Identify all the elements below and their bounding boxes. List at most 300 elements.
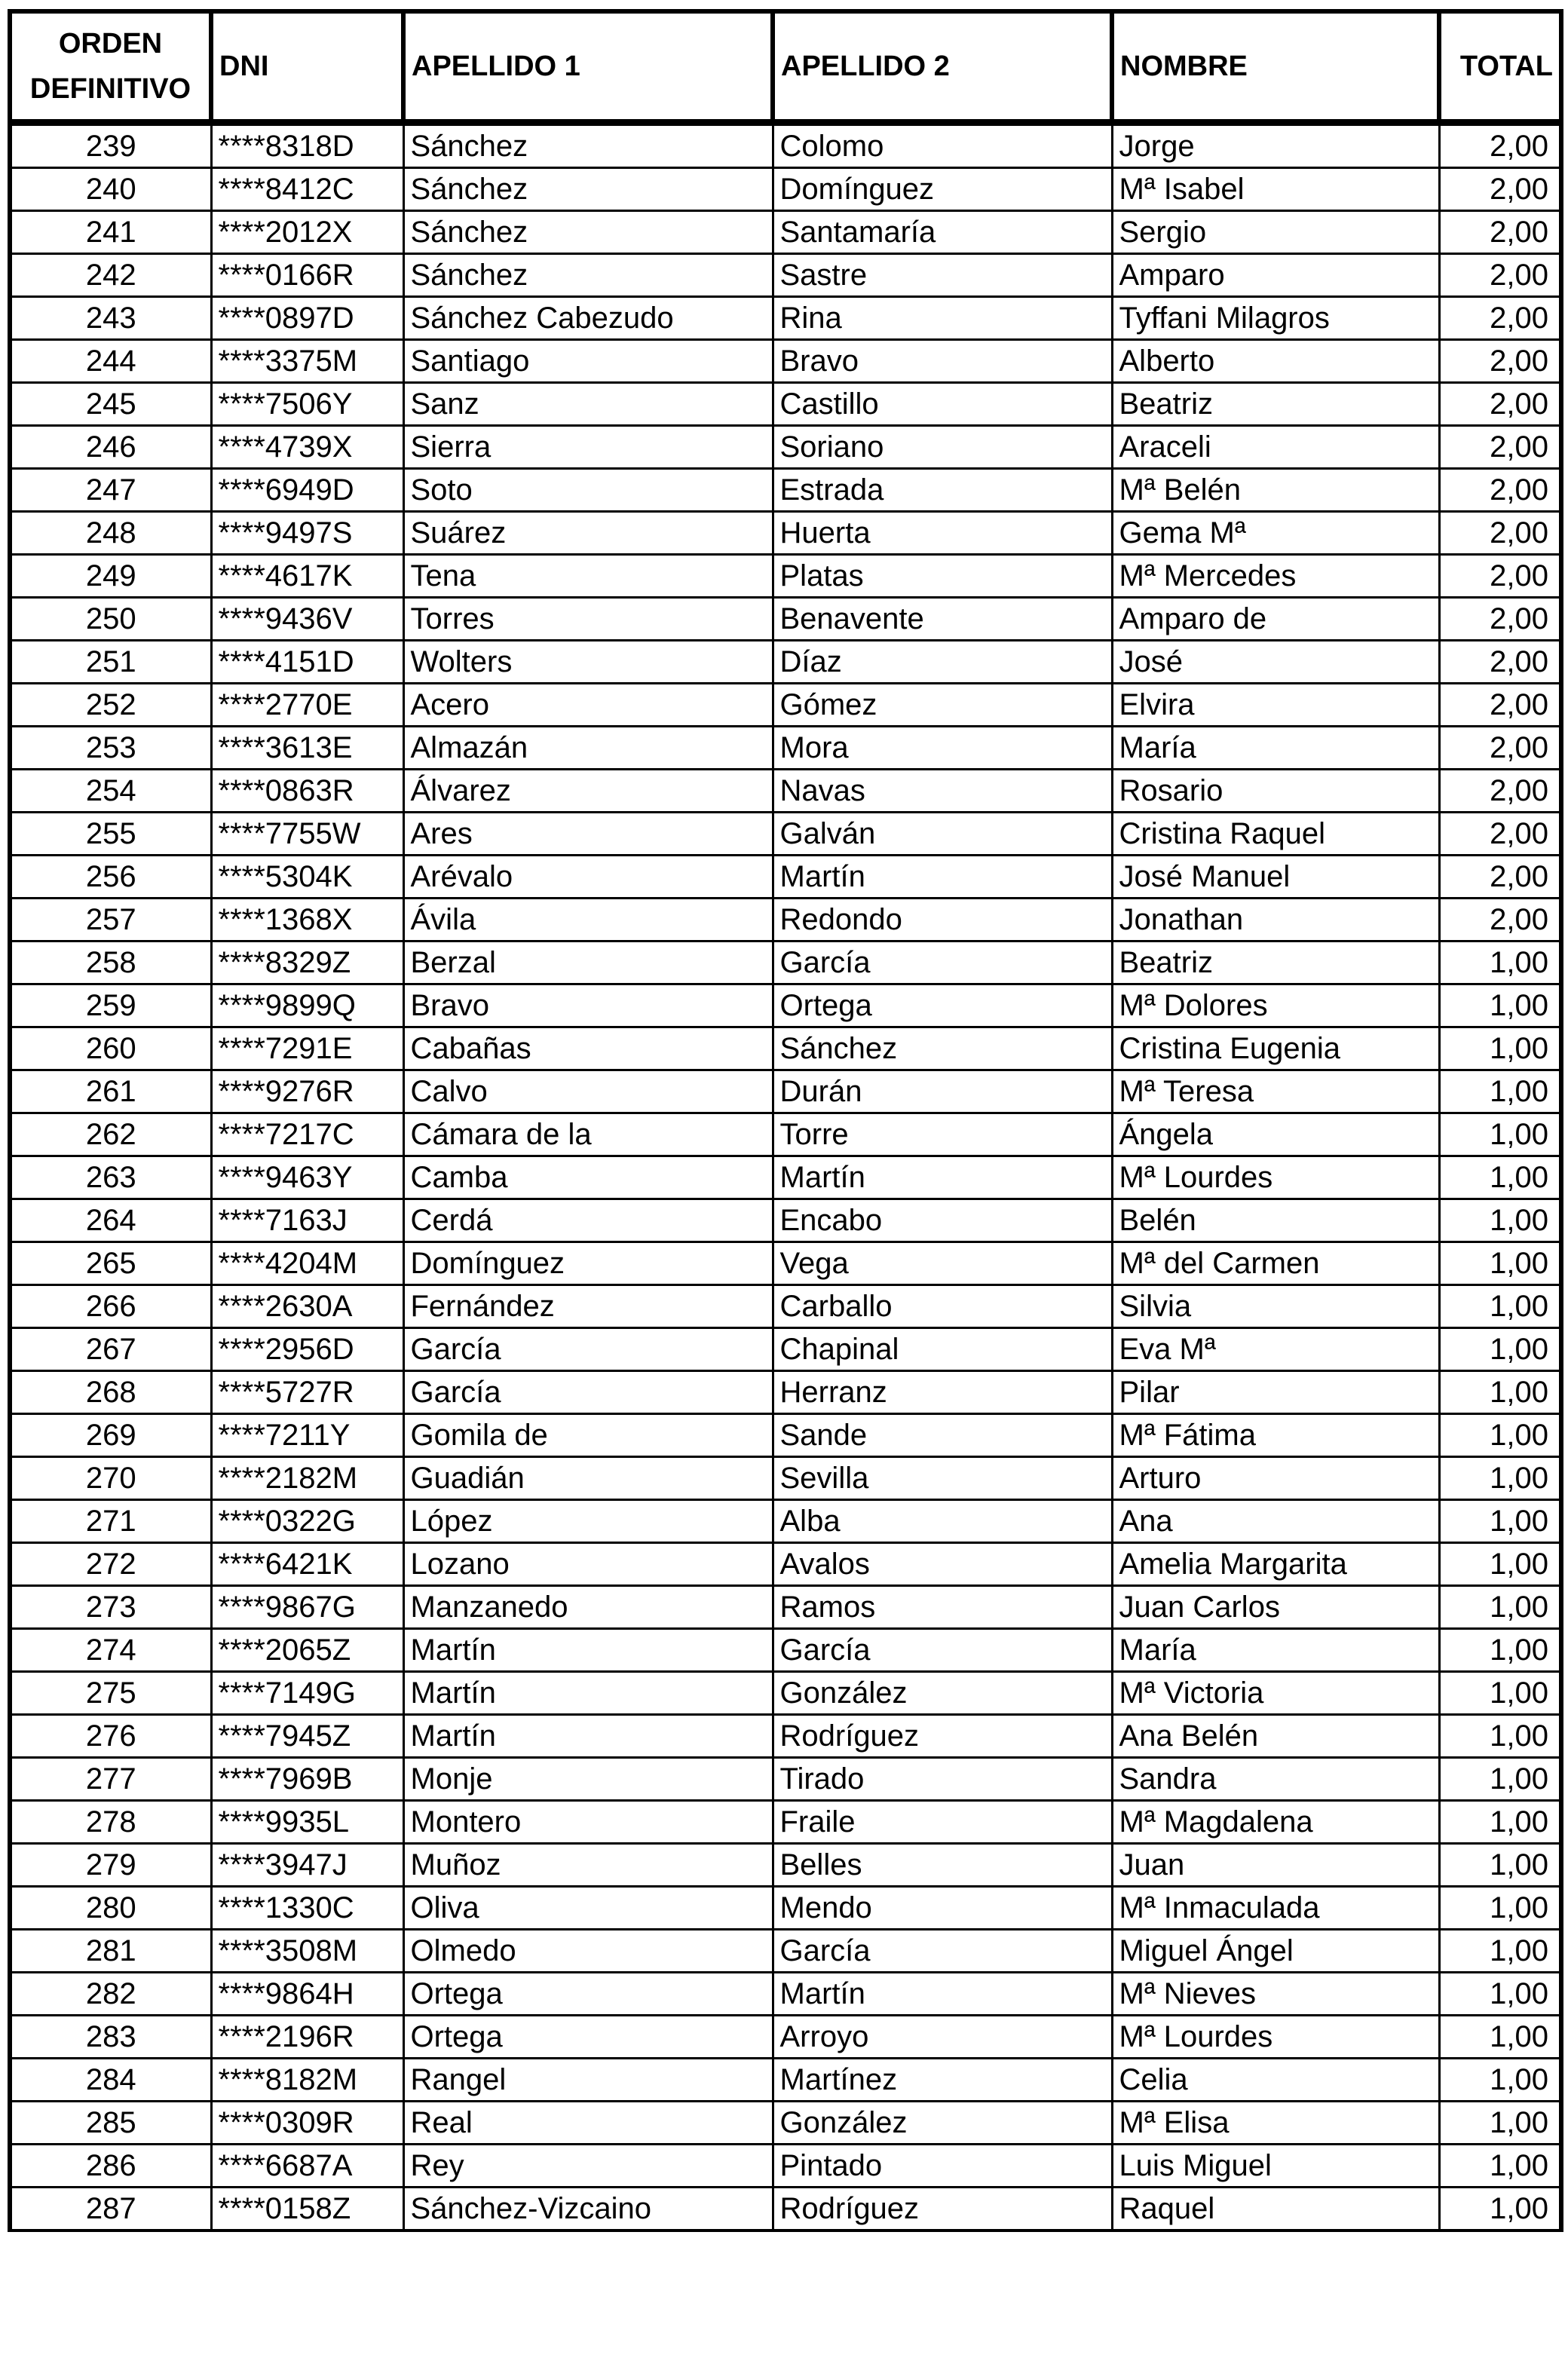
table-row: [10, 1070, 1561, 1113]
cell-total: 2,00: [1439, 211, 1561, 254]
cell-dni: ****9867G: [211, 1586, 403, 1629]
cell-total: 1,00: [1439, 1887, 1561, 1930]
cell-dni: ****2065Z: [211, 1629, 403, 1672]
cell-nombre: María: [1112, 1629, 1439, 1672]
table-row: [10, 1199, 1561, 1242]
cell-apellido-1: Sánchez: [403, 123, 773, 168]
table-row: [10, 1844, 1561, 1887]
cell-apellido-2: García: [773, 1930, 1112, 1973]
cell-orden: 286: [10, 2145, 211, 2188]
cell-total: 1,00: [1439, 2145, 1561, 2188]
cell-apellido-1: Cámara de la: [403, 1113, 773, 1156]
table-row: [10, 168, 1561, 211]
table-row: [10, 211, 1561, 254]
cell-dni: ****4617K: [211, 555, 403, 598]
table-row: [10, 1500, 1561, 1543]
table-row: [10, 1758, 1561, 1801]
cell-orden: 253: [10, 727, 211, 770]
cell-apellido-1: García: [403, 1371, 773, 1414]
header-total: TOTAL: [1439, 11, 1561, 123]
cell-total: 2,00: [1439, 297, 1561, 340]
cell-nombre: Mª Fátima: [1112, 1414, 1439, 1457]
cell-dni: ****7755W: [211, 813, 403, 856]
cell-total: 1,00: [1439, 1242, 1561, 1285]
cell-total: 1,00: [1439, 1844, 1561, 1887]
cell-apellido-1: Real: [403, 2102, 773, 2145]
cell-nombre: Tyffani Milagros: [1112, 297, 1439, 340]
cell-nombre: Juan: [1112, 1844, 1439, 1887]
cell-apellido-2: García: [773, 1629, 1112, 1672]
cell-orden: 280: [10, 1887, 211, 1930]
cell-orden: 267: [10, 1328, 211, 1371]
cell-apellido-1: Sánchez-Vizcaino: [403, 2188, 773, 2231]
cell-total: 1,00: [1439, 1758, 1561, 1801]
table-row: [10, 1973, 1561, 2016]
table-row: [10, 1328, 1561, 1371]
cell-apellido-1: Suárez: [403, 512, 773, 555]
cell-total: 2,00: [1439, 813, 1561, 856]
cell-dni: ****8329Z: [211, 941, 403, 984]
cell-total: 1,00: [1439, 1500, 1561, 1543]
cell-orden: 258: [10, 941, 211, 984]
table-row: [10, 727, 1561, 770]
cell-nombre: Mª Lourdes: [1112, 1156, 1439, 1199]
table-row: [10, 297, 1561, 340]
cell-orden: 282: [10, 1973, 211, 2016]
table-row: [10, 2188, 1561, 2231]
cell-apellido-2: Domínguez: [773, 168, 1112, 211]
cell-dni: ****1330C: [211, 1887, 403, 1930]
cell-orden: 254: [10, 770, 211, 813]
cell-nombre: José Manuel: [1112, 856, 1439, 899]
cell-dni: ****7291E: [211, 1027, 403, 1070]
table-row: [10, 984, 1561, 1027]
cell-apellido-1: Ávila: [403, 899, 773, 941]
header-orden-line1: ORDEN: [58, 28, 163, 60]
cell-total: 1,00: [1439, 1586, 1561, 1629]
cell-apellido-2: Sánchez: [773, 1027, 1112, 1070]
cell-orden: 283: [10, 2016, 211, 2059]
cell-orden: 241: [10, 211, 211, 254]
cell-nombre: Juan Carlos: [1112, 1586, 1439, 1629]
cell-orden: 278: [10, 1801, 211, 1844]
cell-apellido-2: Alba: [773, 1500, 1112, 1543]
table-row: [10, 856, 1561, 899]
cell-apellido-2: Rodríguez: [773, 1715, 1112, 1758]
cell-orden: 275: [10, 1672, 211, 1715]
cell-apellido-2: Mora: [773, 727, 1112, 770]
table-row: [10, 383, 1561, 426]
cell-total: 2,00: [1439, 426, 1561, 469]
cell-nombre: Luis Miguel: [1112, 2145, 1439, 2188]
cell-total: 1,00: [1439, 2102, 1561, 2145]
table-row: [10, 1586, 1561, 1629]
cell-nombre: Amparo: [1112, 254, 1439, 297]
cell-nombre: Celia: [1112, 2059, 1439, 2102]
cell-nombre: Raquel: [1112, 2188, 1439, 2231]
cell-total: 1,00: [1439, 1113, 1561, 1156]
cell-dni: ****3613E: [211, 727, 403, 770]
cell-dni: ****4151D: [211, 641, 403, 684]
cell-total: 1,00: [1439, 2188, 1561, 2231]
cell-dni: ****9276R: [211, 1070, 403, 1113]
cell-dni: ****9864H: [211, 1973, 403, 2016]
cell-apellido-2: Mendo: [773, 1887, 1112, 1930]
cell-dni: ****9899Q: [211, 984, 403, 1027]
cell-apellido-2: Martín: [773, 1156, 1112, 1199]
cell-nombre: Jonathan: [1112, 899, 1439, 941]
cell-apellido-2: Bravo: [773, 340, 1112, 383]
cell-apellido-1: Martín: [403, 1629, 773, 1672]
cell-dni: ****2182M: [211, 1457, 403, 1500]
cell-dni: ****0897D: [211, 297, 403, 340]
cell-apellido-2: Encabo: [773, 1199, 1112, 1242]
cell-apellido-1: Calvo: [403, 1070, 773, 1113]
cell-total: 2,00: [1439, 856, 1561, 899]
cell-orden: 266: [10, 1285, 211, 1328]
cell-total: 1,00: [1439, 2059, 1561, 2102]
cell-orden: 248: [10, 512, 211, 555]
cell-dni: ****1368X: [211, 899, 403, 941]
cell-dni: ****6687A: [211, 2145, 403, 2188]
cell-apellido-2: Colomo: [773, 123, 1112, 168]
table-row: [10, 1629, 1561, 1672]
cell-dni: ****9436V: [211, 598, 403, 641]
cell-apellido-2: Estrada: [773, 469, 1112, 512]
cell-dni: ****6949D: [211, 469, 403, 512]
cell-apellido-2: Gómez: [773, 684, 1112, 727]
cell-total: 2,00: [1439, 168, 1561, 211]
cell-nombre: Belén: [1112, 1199, 1439, 1242]
cell-dni: ****5727R: [211, 1371, 403, 1414]
cell-apellido-2: Sevilla: [773, 1457, 1112, 1500]
cell-total: 1,00: [1439, 2016, 1561, 2059]
cell-orden: 243: [10, 297, 211, 340]
cell-dni: ****2956D: [211, 1328, 403, 1371]
cell-nombre: Ana: [1112, 1500, 1439, 1543]
cell-apellido-2: Galván: [773, 813, 1112, 856]
cell-apellido-2: Martín: [773, 856, 1112, 899]
header-row: [10, 11, 1561, 123]
cell-orden: 244: [10, 340, 211, 383]
cell-dni: ****2770E: [211, 684, 403, 727]
cell-nombre: Mª Belén: [1112, 469, 1439, 512]
cell-apellido-1: Monje: [403, 1758, 773, 1801]
cell-orden: 281: [10, 1930, 211, 1973]
cell-nombre: Beatriz: [1112, 383, 1439, 426]
cell-orden: 245: [10, 383, 211, 426]
table-row: [10, 254, 1561, 297]
cell-apellido-2: Soriano: [773, 426, 1112, 469]
cell-dni: ****3947J: [211, 1844, 403, 1887]
cell-apellido-1: Álvarez: [403, 770, 773, 813]
cell-apellido-2: Rodríguez: [773, 2188, 1112, 2231]
cell-apellido-1: Gomila de: [403, 1414, 773, 1457]
cell-apellido-1: Lozano: [403, 1543, 773, 1586]
table-row: [10, 2145, 1561, 2188]
cell-orden: 270: [10, 1457, 211, 1500]
cell-apellido-2: Ortega: [773, 984, 1112, 1027]
cell-dni: ****9497S: [211, 512, 403, 555]
table-row: [10, 684, 1561, 727]
cell-nombre: Mª Lourdes: [1112, 2016, 1439, 2059]
table-row: [10, 1113, 1561, 1156]
cell-dni: ****3375M: [211, 340, 403, 383]
cell-dni: ****2630A: [211, 1285, 403, 1328]
cell-apellido-2: Platas: [773, 555, 1112, 598]
table-header: [10, 11, 1561, 123]
cell-apellido-1: Oliva: [403, 1887, 773, 1930]
cell-apellido-2: Rina: [773, 297, 1112, 340]
cell-total: 1,00: [1439, 1457, 1561, 1500]
cell-orden: 273: [10, 1586, 211, 1629]
cell-nombre: Mª Mercedes: [1112, 555, 1439, 598]
cell-apellido-2: Arroyo: [773, 2016, 1112, 2059]
cell-nombre: Miguel Ángel: [1112, 1930, 1439, 1973]
cell-orden: 249: [10, 555, 211, 598]
cell-orden: 246: [10, 426, 211, 469]
cell-orden: 279: [10, 1844, 211, 1887]
cell-total: 2,00: [1439, 555, 1561, 598]
cell-orden: 260: [10, 1027, 211, 1070]
cell-total: 2,00: [1439, 469, 1561, 512]
cell-nombre: Rosario: [1112, 770, 1439, 813]
cell-nombre: Ángela: [1112, 1113, 1439, 1156]
results-sheet: [8, 9, 1559, 2232]
cell-orden: 251: [10, 641, 211, 684]
cell-dni: ****2012X: [211, 211, 403, 254]
cell-dni: ****7149G: [211, 1672, 403, 1715]
cell-apellido-1: García: [403, 1328, 773, 1371]
cell-orden: 287: [10, 2188, 211, 2231]
cell-apellido-1: Sierra: [403, 426, 773, 469]
cell-nombre: Cristina Eugenia: [1112, 1027, 1439, 1070]
header-dni: DNI: [211, 11, 403, 123]
cell-apellido-1: Arévalo: [403, 856, 773, 899]
cell-apellido-1: Martín: [403, 1672, 773, 1715]
cell-dni: ****8412C: [211, 168, 403, 211]
cell-apellido-2: Fraile: [773, 1801, 1112, 1844]
cell-total: 2,00: [1439, 383, 1561, 426]
cell-nombre: Gema Mª: [1112, 512, 1439, 555]
table-row: [10, 1801, 1561, 1844]
header-nombre: NOMBRE: [1112, 11, 1439, 123]
cell-apellido-2: Martínez: [773, 2059, 1112, 2102]
cell-apellido-2: Chapinal: [773, 1328, 1112, 1371]
table-row: [10, 340, 1561, 383]
cell-apellido-1: Camba: [403, 1156, 773, 1199]
cell-total: 1,00: [1439, 1285, 1561, 1328]
cell-orden: 247: [10, 469, 211, 512]
table-row: [10, 1715, 1561, 1758]
cell-nombre: Arturo: [1112, 1457, 1439, 1500]
cell-nombre: Sergio: [1112, 211, 1439, 254]
cell-total: 2,00: [1439, 598, 1561, 641]
cell-total: 2,00: [1439, 899, 1561, 941]
cell-dni: ****7969B: [211, 1758, 403, 1801]
cell-total: 1,00: [1439, 1414, 1561, 1457]
header-apellido-1: APELLIDO 1: [403, 11, 773, 123]
cell-apellido-2: Herranz: [773, 1371, 1112, 1414]
cell-orden: 263: [10, 1156, 211, 1199]
cell-total: 2,00: [1439, 770, 1561, 813]
cell-apellido-2: Martín: [773, 1973, 1112, 2016]
cell-dni: ****7217C: [211, 1113, 403, 1156]
cell-apellido-2: Sande: [773, 1414, 1112, 1457]
cell-apellido-1: Acero: [403, 684, 773, 727]
cell-apellido-1: Soto: [403, 469, 773, 512]
table-row: [10, 1027, 1561, 1070]
cell-orden: 276: [10, 1715, 211, 1758]
header-orden-line2: DEFINITIVO: [29, 73, 191, 105]
table-row: [10, 770, 1561, 813]
cell-nombre: Silvia: [1112, 1285, 1439, 1328]
cell-orden: 252: [10, 684, 211, 727]
table-row: [10, 469, 1561, 512]
table-row: [10, 1414, 1561, 1457]
cell-apellido-1: Ortega: [403, 2016, 773, 2059]
cell-apellido-1: Cabañas: [403, 1027, 773, 1070]
cell-orden: 285: [10, 2102, 211, 2145]
table-row: [10, 641, 1561, 684]
cell-nombre: Amparo de: [1112, 598, 1439, 641]
table-row: [10, 899, 1561, 941]
cell-orden: 261: [10, 1070, 211, 1113]
cell-apellido-2: Ramos: [773, 1586, 1112, 1629]
table-row: [10, 941, 1561, 984]
cell-apellido-1: Ares: [403, 813, 773, 856]
table-row: [10, 2016, 1561, 2059]
table-row: [10, 1543, 1561, 1586]
table-row: [10, 426, 1561, 469]
cell-dni: ****0166R: [211, 254, 403, 297]
cell-apellido-1: Muñoz: [403, 1844, 773, 1887]
cell-apellido-2: Vega: [773, 1242, 1112, 1285]
cell-dni: ****9935L: [211, 1801, 403, 1844]
header-apellido-2: APELLIDO 2: [773, 11, 1112, 123]
cell-apellido-1: Sánchez Cabezudo: [403, 297, 773, 340]
cell-dni: ****9463Y: [211, 1156, 403, 1199]
cell-apellido-2: Carballo: [773, 1285, 1112, 1328]
cell-nombre: Mª Magdalena: [1112, 1801, 1439, 1844]
table-row: [10, 1457, 1561, 1500]
cell-apellido-2: Tirado: [773, 1758, 1112, 1801]
cell-dni: ****7945Z: [211, 1715, 403, 1758]
table-row: [10, 1156, 1561, 1199]
cell-nombre: Amelia Margarita: [1112, 1543, 1439, 1586]
cell-apellido-1: Martín: [403, 1715, 773, 1758]
cell-total: 1,00: [1439, 1328, 1561, 1371]
cell-dni: ****4204M: [211, 1242, 403, 1285]
table-row: [10, 2059, 1561, 2102]
table-row: [10, 512, 1561, 555]
cell-apellido-2: Díaz: [773, 641, 1112, 684]
cell-apellido-1: Sánchez: [403, 211, 773, 254]
cell-apellido-1: Almazán: [403, 727, 773, 770]
cell-total: 2,00: [1439, 254, 1561, 297]
cell-dni: ****8182M: [211, 2059, 403, 2102]
cell-nombre: Sandra: [1112, 1758, 1439, 1801]
cell-dni: ****3508M: [211, 1930, 403, 1973]
cell-apellido-1: Rangel: [403, 2059, 773, 2102]
cell-nombre: María: [1112, 727, 1439, 770]
cell-apellido-2: Pintado: [773, 2145, 1112, 2188]
cell-dni: ****0309R: [211, 2102, 403, 2145]
cell-dni: ****5304K: [211, 856, 403, 899]
cell-apellido-1: Ortega: [403, 1973, 773, 2016]
cell-dni: ****0158Z: [211, 2188, 403, 2231]
cell-orden: 277: [10, 1758, 211, 1801]
cell-total: 2,00: [1439, 641, 1561, 684]
cell-apellido-1: Manzanedo: [403, 1586, 773, 1629]
table-row: [10, 555, 1561, 598]
cell-orden: 269: [10, 1414, 211, 1457]
cell-total: 1,00: [1439, 1156, 1561, 1199]
table-row: [10, 813, 1561, 856]
cell-orden: 259: [10, 984, 211, 1027]
cell-dni: ****7506Y: [211, 383, 403, 426]
cell-total: 1,00: [1439, 984, 1561, 1027]
cell-apellido-1: Berzal: [403, 941, 773, 984]
cell-apellido-2: Navas: [773, 770, 1112, 813]
cell-apellido-1: Sánchez: [403, 254, 773, 297]
cell-nombre: Mª Dolores: [1112, 984, 1439, 1027]
cell-apellido-2: Huerta: [773, 512, 1112, 555]
cell-orden: 268: [10, 1371, 211, 1414]
cell-apellido-2: Sastre: [773, 254, 1112, 297]
cell-apellido-2: Benavente: [773, 598, 1112, 641]
cell-apellido-2: Santamaría: [773, 211, 1112, 254]
cell-apellido-2: Durán: [773, 1070, 1112, 1113]
table-body: [10, 123, 1561, 2231]
cell-orden: 274: [10, 1629, 211, 1672]
cell-orden: 256: [10, 856, 211, 899]
cell-orden: 257: [10, 899, 211, 941]
cell-dni: ****0322G: [211, 1500, 403, 1543]
cell-apellido-1: Bravo: [403, 984, 773, 1027]
cell-total: 2,00: [1439, 512, 1561, 555]
results-table: [8, 9, 1563, 2232]
cell-nombre: Mª Victoria: [1112, 1672, 1439, 1715]
cell-dni: ****7211Y: [211, 1414, 403, 1457]
cell-dni: ****0863R: [211, 770, 403, 813]
cell-apellido-2: Redondo: [773, 899, 1112, 941]
cell-apellido-1: Sánchez: [403, 168, 773, 211]
cell-total: 2,00: [1439, 340, 1561, 383]
cell-apellido-2: García: [773, 941, 1112, 984]
table-row: [10, 1242, 1561, 1285]
cell-apellido-2: Avalos: [773, 1543, 1112, 1586]
cell-nombre: Mª Isabel: [1112, 168, 1439, 211]
table-row: [10, 1672, 1561, 1715]
cell-apellido-2: Castillo: [773, 383, 1112, 426]
cell-apellido-1: Montero: [403, 1801, 773, 1844]
cell-nombre: Cristina Raquel: [1112, 813, 1439, 856]
cell-total: 1,00: [1439, 1629, 1561, 1672]
cell-total: 1,00: [1439, 1070, 1561, 1113]
cell-apellido-1: Olmedo: [403, 1930, 773, 1973]
cell-total: 2,00: [1439, 684, 1561, 727]
cell-apellido-1: Sanz: [403, 383, 773, 426]
cell-dni: ****8318D: [211, 123, 403, 168]
cell-apellido-2: González: [773, 1672, 1112, 1715]
cell-apellido-2: Belles: [773, 1844, 1112, 1887]
cell-total: 1,00: [1439, 1371, 1561, 1414]
cell-apellido-1: Fernández: [403, 1285, 773, 1328]
cell-nombre: Beatriz: [1112, 941, 1439, 984]
table-row: [10, 1887, 1561, 1930]
cell-total: 1,00: [1439, 1199, 1561, 1242]
